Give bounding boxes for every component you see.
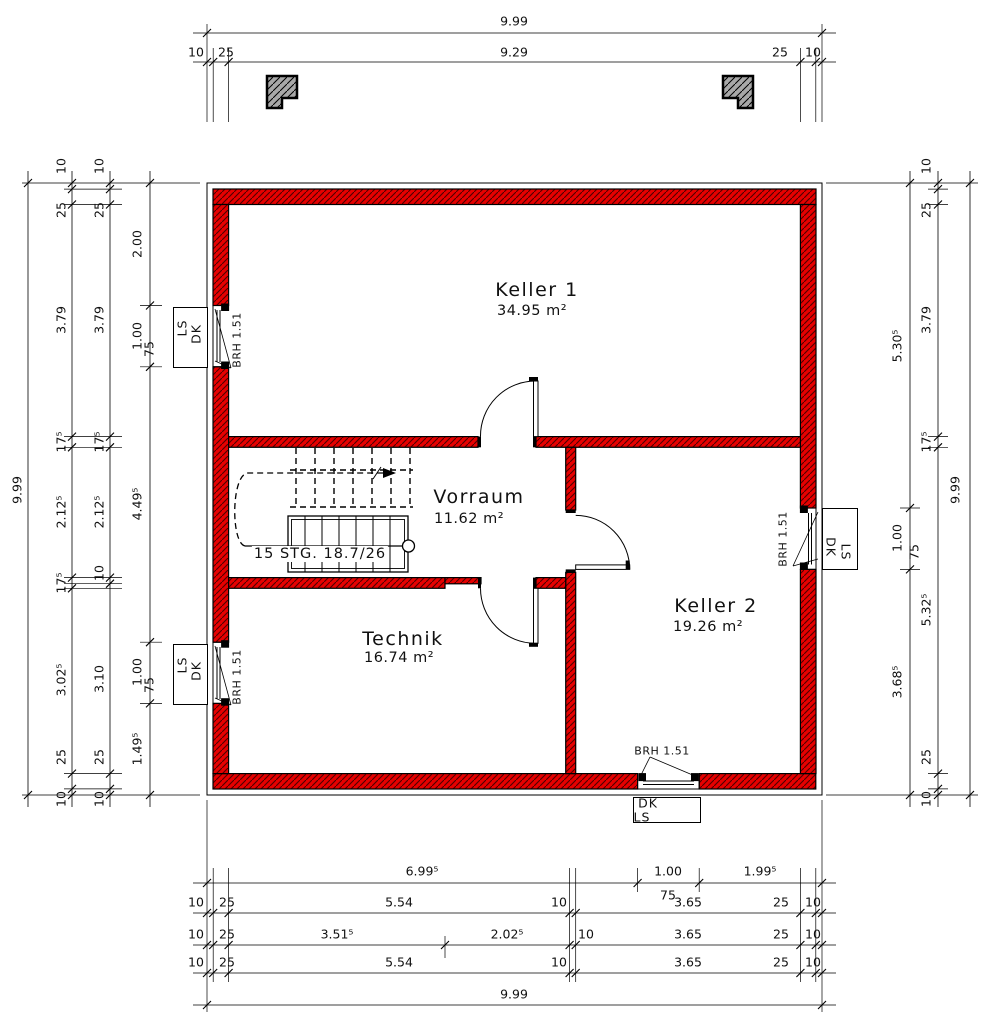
dim-label: 75 <box>906 544 922 560</box>
dim-label: 5.54 <box>385 894 413 910</box>
room-label-technik: Technik <box>362 628 444 650</box>
dim-label: 17⁵ <box>53 431 69 453</box>
dim-label: 1.99⁵ <box>743 863 777 879</box>
door-technik <box>481 588 539 647</box>
dim-label: 75 <box>141 677 157 693</box>
vent-label: LS <box>838 543 854 561</box>
vent-label: DK <box>188 661 204 681</box>
window-sill-label: BRH 1.51 <box>634 744 690 758</box>
dim-label: 17⁵ <box>53 572 69 594</box>
door-keller1 <box>480 377 538 437</box>
vent-label: LS <box>633 809 651 825</box>
dim-label: 10 <box>188 926 204 942</box>
dim-label: 25 <box>219 954 235 970</box>
window-sill-label: BRH 1.51 <box>776 511 790 567</box>
dim-label: 3.79 <box>53 306 69 334</box>
dim-label: 25 <box>772 44 788 60</box>
stair-lower-flight <box>288 516 408 572</box>
room-area-keller2: 19.26 m² <box>672 619 744 635</box>
dim-label: 5.32⁵ <box>918 593 934 627</box>
dim-label: 10 <box>188 44 204 60</box>
dim-label: 10 <box>91 565 107 581</box>
dim-label: 75 <box>660 887 676 903</box>
vent-label: DK <box>823 537 839 557</box>
dim-label: 5.30⁵ <box>889 329 905 363</box>
dim-label: 25 <box>918 749 934 765</box>
dim-label: 25 <box>53 202 69 218</box>
dim-label: 3.10 <box>91 665 107 693</box>
dim-label: 25 <box>219 926 235 942</box>
stair-upper-flight-dashed <box>290 448 413 507</box>
dim-label: 1.00 <box>654 863 682 879</box>
dim-label: 10 <box>551 894 567 910</box>
dim-label: 4.49⁵ <box>129 487 145 521</box>
dim-label: 25 <box>91 749 107 765</box>
dim-label: 3.02⁵ <box>53 663 69 697</box>
dim-label: 2.00 <box>129 230 145 258</box>
dim-label: 3.65 <box>674 954 702 970</box>
chimney-blocks <box>267 76 753 108</box>
dim-label: 25 <box>773 894 789 910</box>
dim-label: 10 <box>578 926 594 942</box>
dim-label: 25 <box>773 926 789 942</box>
dim-label: 17⁵ <box>918 431 934 453</box>
dim-label: 1.00 <box>129 658 145 686</box>
dim-label: 10 <box>551 954 567 970</box>
dim-label: 25 <box>219 894 235 910</box>
room-label-keller1: Keller 1 <box>495 279 579 301</box>
room-area-vorraum: 11.62 m² <box>433 511 505 527</box>
dim-label: 1.00 <box>129 322 145 350</box>
dim-label: 9.99 <box>9 476 25 504</box>
dim-label: 10 <box>805 954 821 970</box>
dim-label: 25 <box>53 749 69 765</box>
dim-label: 3.79 <box>918 306 934 334</box>
dim-label: 2.12⁵ <box>91 495 107 529</box>
dim-label: 1.49⁵ <box>129 732 145 766</box>
vent-label: LS <box>174 319 190 337</box>
chimney-left <box>267 76 297 108</box>
dim-label: 9.99 <box>947 476 963 504</box>
chimney-right <box>723 76 753 108</box>
dim-label: 9.99 <box>500 986 528 1002</box>
vent-label: LS <box>174 656 190 674</box>
room-label-vorraum: Vorraum <box>433 486 525 508</box>
dim-label: 25 <box>218 44 234 60</box>
dim-label: 3.65 <box>674 926 702 942</box>
dim-label: 25 <box>91 202 107 218</box>
dim-label: 3.51⁵ <box>320 926 354 942</box>
dim-label: 10 <box>188 954 204 970</box>
dim-label: 10 <box>91 158 107 174</box>
stair-count-label: 15 STG. 18.7/26 <box>253 546 387 562</box>
dim-label: 2.02⁵ <box>490 926 524 942</box>
dim-label: 17⁵ <box>91 431 107 453</box>
dim-label: 10 <box>91 791 107 807</box>
dim-label: 6.99⁵ <box>405 863 439 879</box>
dim-label: 9.29 <box>500 44 528 60</box>
dim-label: 5.54 <box>385 954 413 970</box>
dim-label: 75 <box>141 341 157 357</box>
room-label-keller2: Keller 2 <box>674 595 758 617</box>
dim-label: 10 <box>805 926 821 942</box>
dim-label: 10 <box>805 44 821 60</box>
window-left-bottom <box>213 641 229 706</box>
dim-label: 3.79 <box>91 306 107 334</box>
vent-label: DK <box>188 324 204 344</box>
vent-label: DK <box>638 795 658 811</box>
window-sill-label: BRH 1.51 <box>230 649 244 705</box>
dim-label: 9.99 <box>500 13 528 29</box>
window-left-top <box>213 304 229 369</box>
door-keller2 <box>576 515 630 569</box>
window-sill-label: BRH 1.51 <box>230 312 244 368</box>
dim-label: 10 <box>53 791 69 807</box>
dim-label: 3.68⁵ <box>889 665 905 699</box>
dim-label: 2.12⁵ <box>53 495 69 529</box>
dim-label: 10 <box>918 158 934 174</box>
dim-label: 10 <box>188 894 204 910</box>
dim-label: 10 <box>918 791 934 807</box>
dim-label: 1.00 <box>889 524 905 552</box>
dim-label: 3.65 <box>674 894 702 910</box>
window-bottom <box>638 774 700 789</box>
dim-label: 25 <box>773 954 789 970</box>
room-area-technik: 16.74 m² <box>363 650 435 666</box>
dim-label: 25 <box>918 202 934 218</box>
dim-label: 10 <box>805 894 821 910</box>
room-area-keller1: 34.95 m² <box>496 303 568 319</box>
dim-label: 10 <box>53 158 69 174</box>
